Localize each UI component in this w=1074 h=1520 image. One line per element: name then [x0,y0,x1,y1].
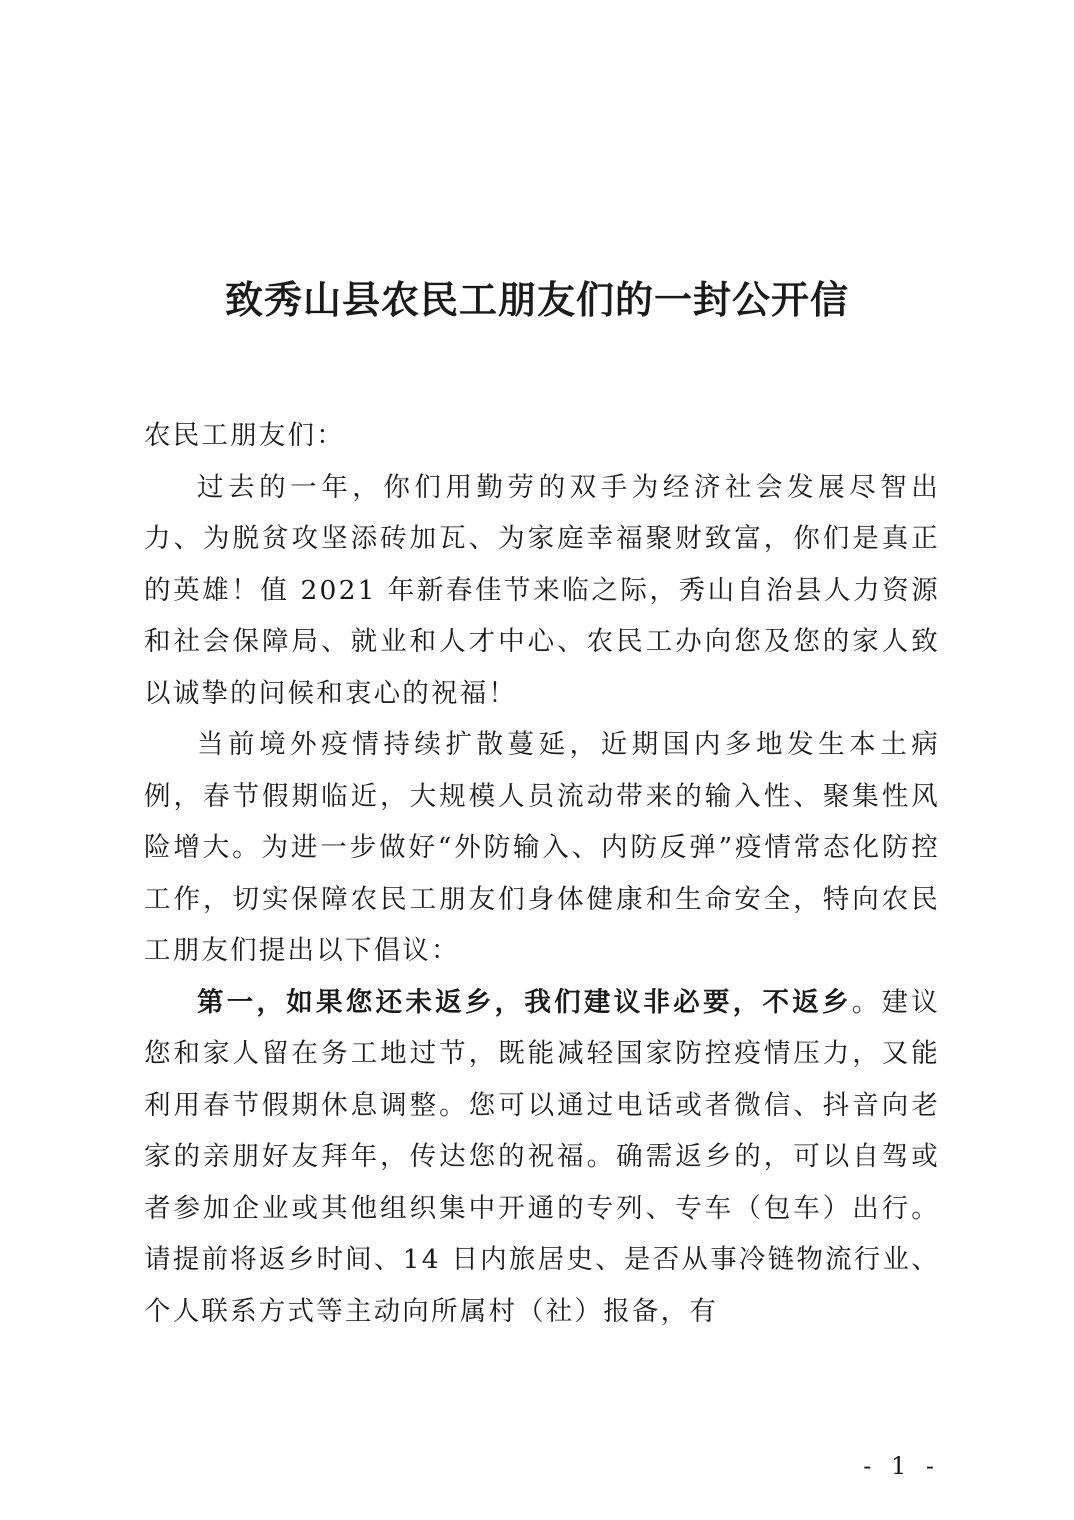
paragraph-1: 过去的一年，你们用勤劳的双手为经济社会发展尽智出力、为脱贫攻坚添砖加瓦、为家庭幸福聚财致富，你们是真正的英雄！值 2021 年新春佳节来临之际，秀山自治县人力资源和社会保障局、就业和人才中心、农民工办向您及您的家人致以诚挚的问候和衷心的祝福！ [144,471,940,709]
page-number: - 1 - [863,1452,940,1480]
paragraph-3-bold-lead: 第一，如果您还未返乡，我们建议非必要，不返乡 [197,986,852,1018]
salutation: 农民工朋友们： [144,420,345,451]
paragraph-2: 当前境外疫情持续扩散蔓延，近期国内多地发生本土病例，春节假期临近，大规模人员流动带来的输入性、聚集性风险增大。为进一步做好“外防输入、内防反弹”疫情常态化防控工作，切实保障农民工朋友们身体健康和生命安全，特向农民工朋友们提出以下倡议： [144,729,940,966]
letter-body [144,410,940,1337]
paragraph-3-text: 。建议您和家人留在务工地过节，既能减轻国家防控疫情压力，又能利用春节假期休息调整。您可以通过电话或者微信、抖音向老家的亲朋好友拜年，传达您的祝福。确需返乡的，可以自驾或者参加企业或其他组织集中开通的专列、专车（包车）出行。请提前将返乡时间、14 日内旅居史、是否从事冷链物流行业、个人联系方式等主动向所属村（社）报备，有 [144,986,940,1327]
document-title: 致秀山县农民工朋友们的一封公开信 [224,277,849,322]
paragraph-3 [144,977,940,1338]
